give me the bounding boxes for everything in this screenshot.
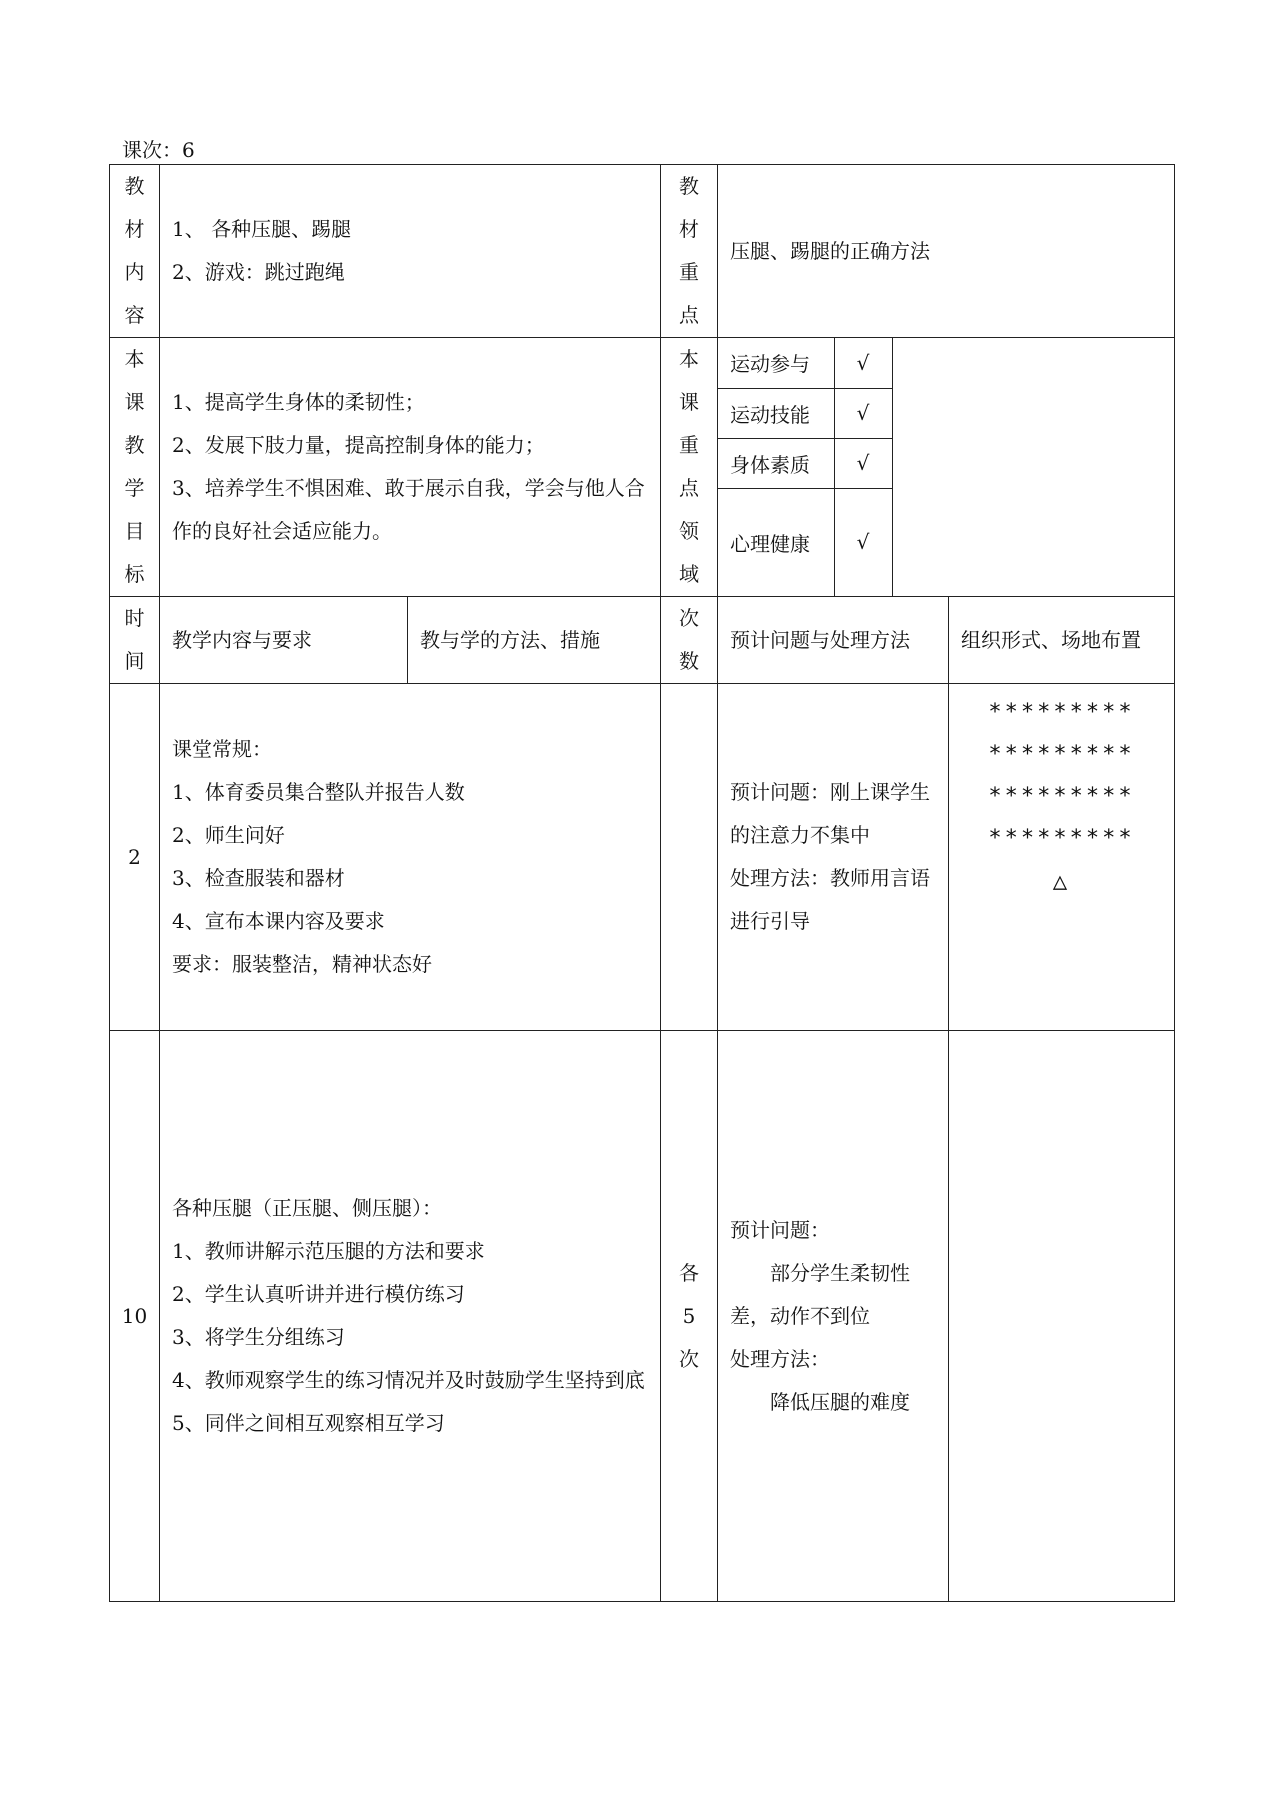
check-mark: √ xyxy=(834,488,892,596)
focus-text: 压腿、踢腿的正确方法 xyxy=(718,165,1175,338)
section-content: 课堂常规： 1、体育委员集合整队并报告人数 2、师生问好 3、检查服装和器材 4、宣布本课内容及要求 要求：服装整洁，精神状态好 xyxy=(160,684,661,1031)
content-row xyxy=(110,165,1175,338)
section-problems: 预计问题： 部分学生柔韧性差，动作不到位 处理方法： 降低压腿的难度 xyxy=(718,1031,949,1602)
domain-cell xyxy=(718,338,1175,597)
check-mark: √ xyxy=(834,338,892,388)
count-header: 次 数 xyxy=(661,597,718,684)
student-row: ********* xyxy=(988,826,1135,851)
focus-label: 教 材 重 点 xyxy=(661,165,718,338)
student-row: ********* xyxy=(988,784,1135,809)
section-row xyxy=(110,684,1175,1031)
goals-text: 1、提高学生身体的柔韧性； 2、发展下肢力量，提高控制身体的能力； 3、培养学生不惧困难、敢于展示自我，学会与他人合作的良好社会适应能力。 xyxy=(160,338,661,597)
teacher-triangle-icon: △ xyxy=(1052,867,1071,895)
domain-label: 本 课 重 点 领 域 xyxy=(661,338,718,597)
goals-label: 本 课 教 学 目 标 xyxy=(110,338,160,597)
goals-row xyxy=(110,338,1175,597)
section-row xyxy=(110,1031,1175,1602)
check-mark: √ xyxy=(834,438,892,488)
organization-header: 组织形式、场地布置 xyxy=(949,597,1175,684)
section-content: 各种压腿（正压腿、侧压腿）： 1、教师讲解示范压腿的方法和要求 2、学生认真听讲并进行模仿练习 3、将学生分组练习 4、教师观察学生的练习情况并及时鼓励学生坚持到底 5、同伴之间相互观察相互学习 xyxy=(160,1031,661,1602)
content-label: 教 材 内 容 xyxy=(110,165,160,338)
problems-header: 预计问题与处理方法 xyxy=(718,597,949,684)
section-time: 2 xyxy=(110,684,160,1031)
domain-row: 身体素质 √ xyxy=(718,438,1174,488)
formation-diagram xyxy=(949,684,1175,1031)
section-problems: 预计问题：刚上课学生的注意力不集中 处理方法：教师用言语进行引导 xyxy=(718,684,949,1031)
formation-empty xyxy=(949,1031,1175,1602)
section-time: 10 xyxy=(110,1031,160,1602)
content-text: 1、 各种压腿、踢腿 2、游戏：跳过跑绳 xyxy=(160,165,661,338)
student-row: ********* xyxy=(988,742,1135,767)
method-header: 教与学的方法、措施 xyxy=(408,597,661,684)
time-header: 时 间 xyxy=(110,597,160,684)
domain-row: 心理健康 √ xyxy=(718,488,1174,596)
student-row: ********* xyxy=(988,700,1135,725)
lesson-number: 课次：6 xyxy=(122,138,195,162)
domain-row: 运动参与 √ xyxy=(718,338,1174,388)
domain-row: 运动技能 √ xyxy=(718,388,1174,438)
check-mark: √ xyxy=(834,388,892,438)
column-header-row xyxy=(110,597,1175,684)
section-count: 各 5 次 xyxy=(661,1031,718,1602)
section-count xyxy=(661,684,718,1031)
domain-table xyxy=(718,338,1174,596)
lesson-plan-table xyxy=(109,164,1175,1602)
content-header: 教学内容与要求 xyxy=(160,597,408,684)
